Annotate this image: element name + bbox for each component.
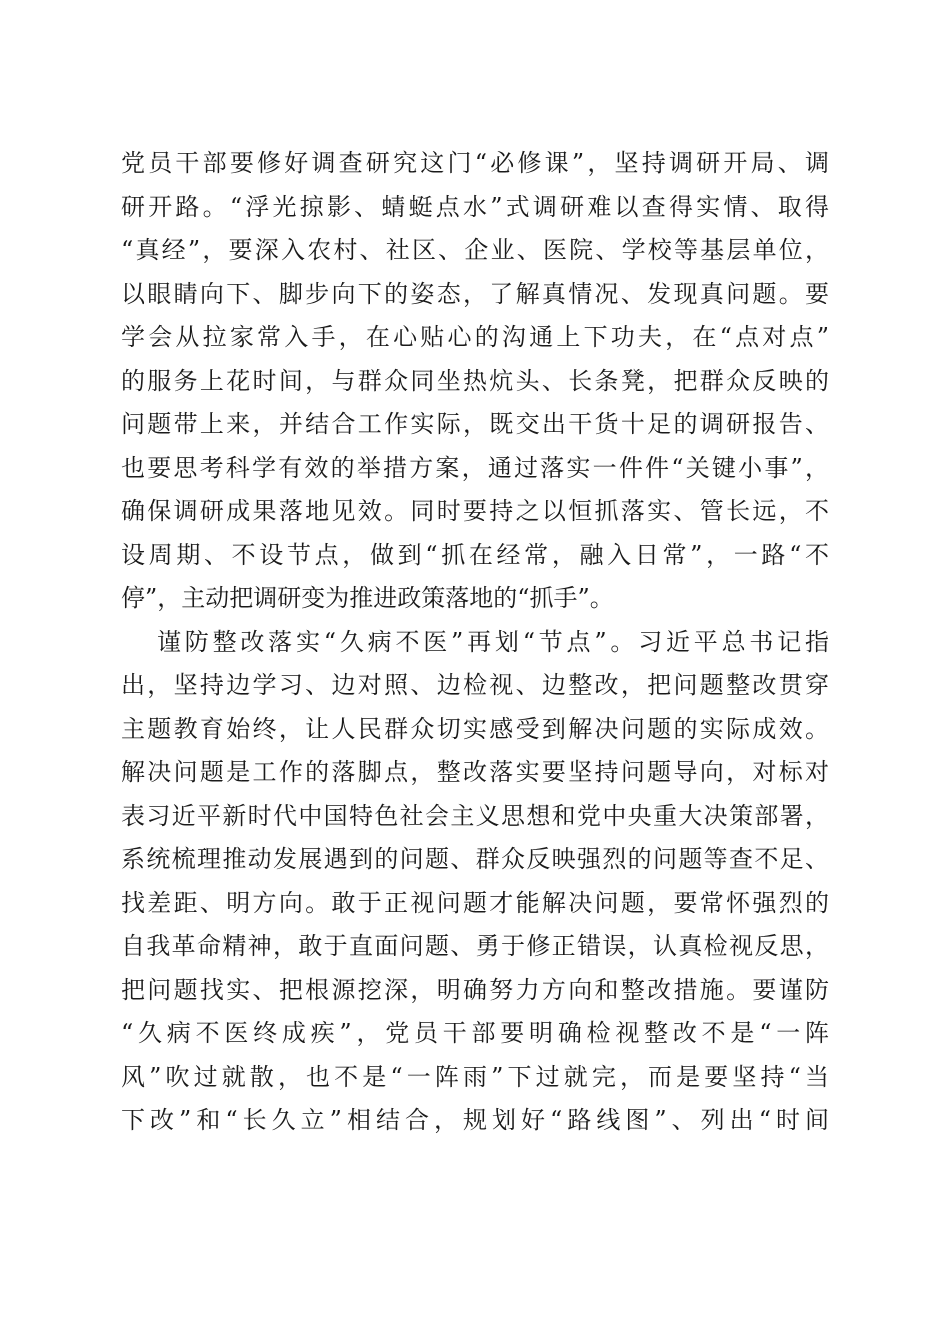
text-line: “久病不医终成疾”，党员干部要明确检视整改不是“一阵 — [121, 1019, 829, 1047]
text-line: 系统梳理推动发展遇到的问题、群众反映强烈的问题等查不足、 — [121, 845, 829, 873]
text-line: 把问题找实、把根源挖深，明确努力方向和整改措施。要谨防 — [121, 975, 829, 1004]
text-line: 表习近平新时代中国特色社会主义思想和党中央重大决策部署， — [121, 801, 829, 830]
text-line: 主题教育始终，让人民群众切实感受到解决问题的实际成效。 — [121, 714, 829, 743]
text-line: 设周期、不设节点，做到“抓在经常，融入日常”，一路“不 — [121, 540, 829, 569]
text-line: 确保调研成果落地见效。同时要持之以恒抓落实、管长远，不 — [121, 497, 829, 525]
paragraph-2 — [121, 621, 829, 1143]
text-line: 停”，主动把调研变为推进政策落地的“抓手”。 — [121, 584, 614, 612]
document-body — [121, 142, 829, 1143]
text-line: “真经”，要深入农村、社区、企业、医院、学校等基层单位， — [121, 236, 829, 264]
text-line: 问题带上来，并结合工作实际，既交出干货十足的调研报告、 — [121, 410, 829, 438]
text-line: 以眼睛向下、脚步向下的姿态，了解真情况、发现真问题。要 — [121, 279, 829, 308]
text-line: 学会从拉家常入手，在心贴心的沟通上下功夫，在“点对点” — [121, 323, 829, 351]
text-line: 风”吹过就散，也不是“一阵雨”下过就完，而是要坚持“当 — [121, 1062, 829, 1091]
text-line: 的服务上花时间，与群众同坐热炕头、长条凳，把群众反映的 — [121, 366, 829, 395]
text-line: 出，坚持边学习、边对照、边检视、边整改，把问题整改贯穿 — [121, 671, 829, 699]
text-line: 党员干部要修好调查研究这门“必修课”，坚持调研开局、调 — [121, 149, 829, 177]
text-line: 下改”和“长久立”相结合，规划好“路线图”、列出“时间 — [121, 1106, 829, 1134]
paragraph-1 — [121, 142, 829, 621]
text-line: 自我革命精神，敢于直面问题、勇于修正错误，认真检视反思， — [121, 932, 829, 960]
text-line: 研开路。“浮光掠影、蜻蜓点水”式调研难以查得实情、取得 — [121, 192, 829, 221]
text-line: 也要思考科学有效的举措方案，通过落实一件件“关键小事”， — [121, 453, 829, 482]
text-line: 解决问题是工作的落脚点，整改落实要坚持问题导向，对标对 — [121, 758, 829, 786]
text-line: 找差距、明方向。敢于正视问题才能解决问题，要常怀强烈的 — [121, 888, 829, 917]
paragraph-heading-line: 谨防整改落实“久病不医”再划“节点”。习近平总书记指 — [157, 627, 829, 656]
